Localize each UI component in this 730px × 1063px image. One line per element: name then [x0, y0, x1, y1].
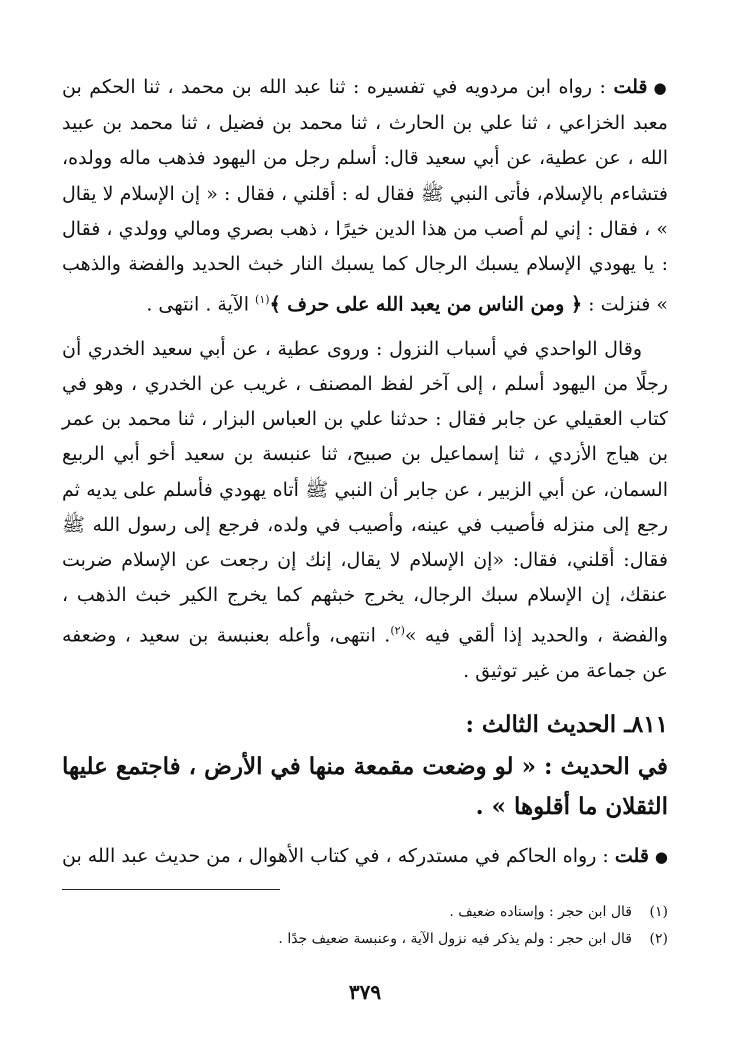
- footnote-2-text: قال ابن حجر : ولم يذكر فيه نزول الآية ، وعنبسة ضعيف جدًا .: [278, 931, 632, 947]
- page-number: ٣٧٩: [348, 980, 382, 1004]
- paragraph-2-tail: . انتهى، وأعله بعنبسة بن سعيد ، وضعفه عن جماعة من غير توثيق .: [62, 624, 668, 682]
- footnote-1-mark: (١): [649, 904, 668, 920]
- hadith-heading: ٨١١ـ الحديث الثالث :: [465, 711, 668, 739]
- keyword-qultu-2: قلت: [614, 845, 649, 868]
- footnote-2-mark: (٢): [649, 931, 668, 947]
- quran-verse: ﴿ ومن الناس من يعبد الله على حرف ﴾: [269, 293, 583, 316]
- paragraph-3: [62, 839, 668, 875]
- paragraph-1-text: : رواه ابن مردويه في تفسيره : ثنا عبد الله بن محمد ، ثنا الحكم بن معبد الخزاعي ، ثنا علي بن الحارث ، ثنا محمد بن فضيل ، ثنا محمد بن عبيد الله ، عن عطية، عن أبي سعيد قال: أسلم رجل من اليهود فذهب ماله وولده، فتشاءم بالإسلام، فأتى النبي ﷺ فقال له : أقلني ، فقال : « إن الإسلام لا يقال » ، فقال : إني لم أصب من هذا الدين خيرًا ، ذهب بصري ومالي وولدي ، فقال : يا يهودي الإسلام يسبك الرجال كما يسبك النار خبث الحديد والفضة والذهب » فنزلت :: [62, 76, 668, 316]
- footnote-2: [62, 926, 668, 953]
- hadith-text: في الحديث : « لو وضعت مقمعة منها في الأرض ، فاجتمع عليها الثقلان ما أقلوها » .: [62, 753, 668, 821]
- footnote-1: [62, 899, 668, 926]
- footnotes: [62, 899, 668, 953]
- keyword-qultu: قلت: [613, 76, 648, 98]
- paragraph-3-text: : رواه الحاكم في مستدركه ، في كتاب الأهوال ، من حديث عبد الله بن: [62, 845, 609, 868]
- paragraph-1: [62, 70, 668, 323]
- footnote-divider: [62, 889, 280, 890]
- bullet-icon-2: ●: [654, 848, 668, 867]
- paragraph-1-tail: الآية . انتهى .: [146, 293, 256, 316]
- bullet-icon: ●: [653, 79, 669, 97]
- paragraph-2-text: وقال الواحدي في أسباب النزول : وروى عطية ، عن أبي سعيد الخدري أن رجلًا من اليهود أسلم ، إلى آخر لفظ المصنف ، غريب عن الخدري ، وهو في كتاب العقيلي عن جابر فقال : حدثنا علي بن العباس البزار ، ثنا محمد بن عمر بن هياج الأزدي ، ثنا إسماعيل بن صبيح، ثنا عنبسة بن سعيد أخو أبي الربيع السمان، عن أبي الزبير ، عن جابر أن النبي ﷺ أتاه يهودي فأسلم على يديه ثم رجع إلى منزله فأصيب في عينه، وأصيب في ولده، فرجع إلى رسول الله ﷺ فقال: أقلني، فقال: «إن الإسلام لا يقال، إنك إن رجعت عن الإسلام ضربت عنقك، إن الإسلام سبك الرجال، يخرج خبثهم كما يخرج الكير خبث الذهب ، والفضة ، والحديد إذا ألقي فيه »: [62, 337, 668, 647]
- footnote-ref-2: (٢): [390, 624, 405, 638]
- footnote-1-text: قال ابن حجر : وإسناده ضعيف .: [449, 904, 632, 920]
- paragraph-2: [62, 332, 668, 689]
- footnote-ref-1: (١): [255, 293, 270, 307]
